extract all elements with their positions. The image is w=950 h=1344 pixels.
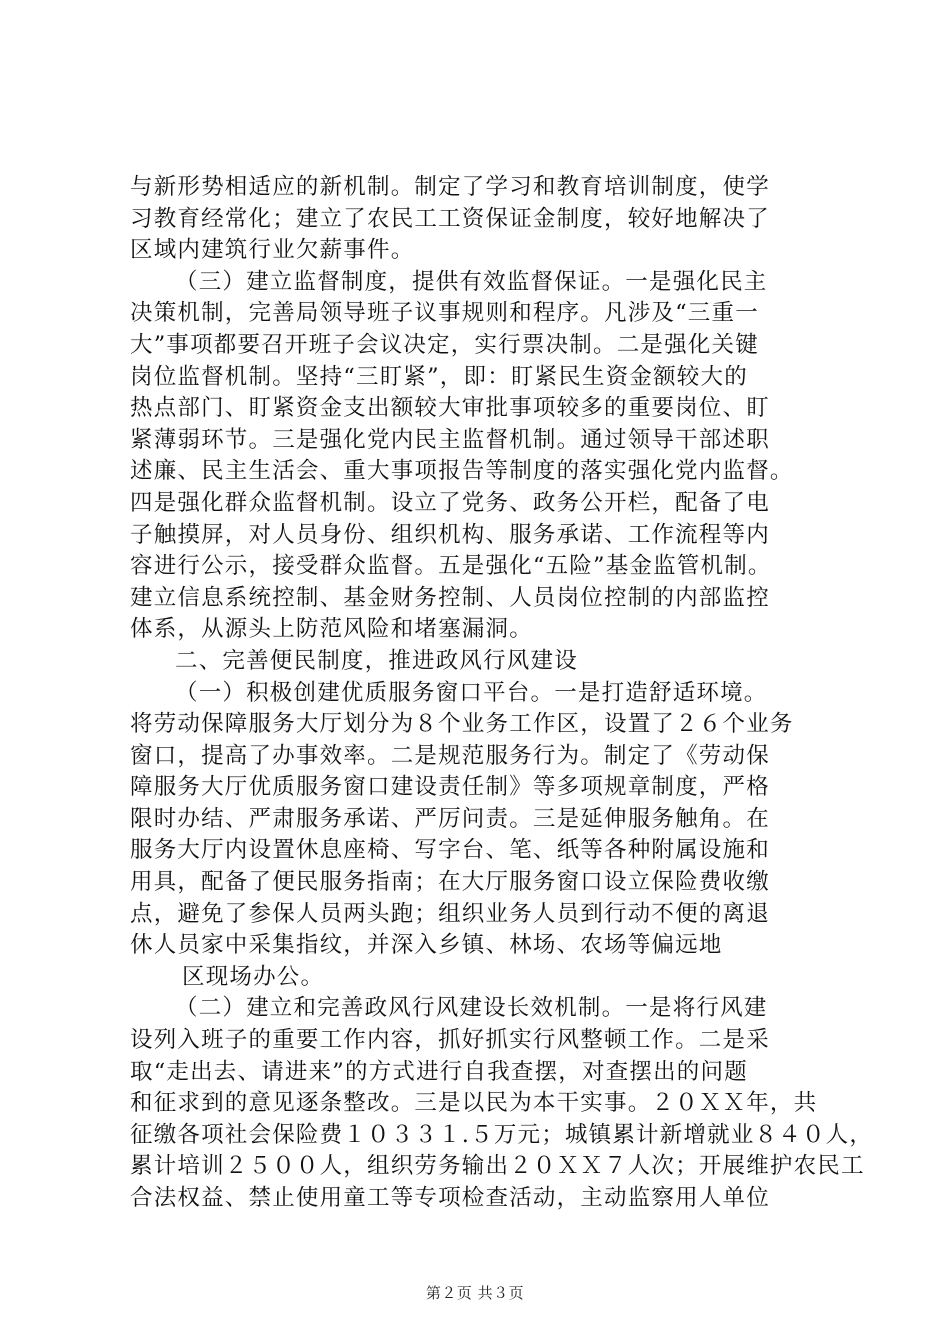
text-line: 限时办结、严肃服务承诺、严厉问责。三是延伸服务触角。在 [130, 805, 770, 832]
section-heading-line: （一）积极创建优质服务窗口平台。一是打造舒适环境。 [175, 679, 768, 706]
text-line: 体系，从源头上防范风险和堵塞漏洞。 [130, 616, 533, 643]
text-line: 和征求到的意见逐条整改。三是以民为本干实事。２０ＸＸ年，共 [130, 1090, 818, 1117]
text-line: 紧薄弱环节。三是强化党内民主监督机制。通过领导干部述职 [130, 426, 770, 453]
text-line: 设列入班子的重要工作内容，抓好抓实行风整顿工作。二是采 [130, 1027, 770, 1054]
text-line: 与新形势相适应的新机制。制定了学习和教育培训制度，使学 [130, 174, 770, 200]
text-line: 建立信息系统控制、基金财务控制、人员岗位控制的内部监控 [130, 584, 770, 611]
text-line: 将劳动保障服务大厅划分为８个业务工作区，设置了２６个业务 [130, 711, 794, 738]
text-line: 述廉、民主生活会、重大事项报告等制度的落实强化党内监督。 [130, 458, 794, 485]
section-heading-line: （三）建立监督制度，提供有效监督保证。一是强化民主 [175, 268, 768, 295]
document-body [130, 172, 874, 1215]
text-line: 子触摸屏，对人员身份、组织机构、服务承诺、工作流程等内 [130, 521, 770, 548]
text-line: 征缴各项社会保险费１０３３１.５万元；城镇累计新增就业８４０人， [130, 1121, 874, 1148]
text-line: 取“走出去、请进来”的方式进行自我查摆，对查摆出的问题 [130, 1058, 748, 1085]
text-line: 服务大厅内设置休息座椅、写字台、笔、纸等各种附属设施和 [130, 837, 770, 864]
text-line: 合法权益、禁止使用童工等专项检查活动，主动监察用人单位 [130, 1185, 770, 1211]
text-line: 用具，配备了便民服务指南；在大厅服务窗口设立保险费收缴 [130, 869, 770, 896]
text-line: 窗口，提高了办事效率。二是规范服务行为。制定了《劳动保 [130, 742, 770, 769]
text-line: 区域内建筑行业欠薪事件。 [130, 237, 415, 264]
section-heading-line: （二）建立和完善政风行风建设长效机制。一是将行风建 [175, 995, 768, 1022]
text-line: 四是强化群众监督机制。设立了党务、政务公开栏，配备了电 [130, 489, 770, 516]
text-line: 累计培训２５００人，组织劳务输出２０ＸＸ７人次；开展维护农民工 [130, 1153, 865, 1180]
text-line: 容进行公示，接受群众监督。五是强化“五险”基金监管机制。 [130, 553, 772, 580]
section-title: 二、完善便民制度，推进政风行风建设 [175, 647, 578, 674]
text-line: 热点部门、盯紧资金支出额较大审批事项较多的重要岗位、盯 [130, 395, 770, 422]
text-line: 习教育经常化；建立了农民工工资保证金制度，较好地解决了 [130, 205, 770, 232]
text-line: 区现场办公。 [182, 963, 325, 990]
text-line: 岗位监督机制。坚持“三盯紧”，即：盯紧民生资金额较大的 [130, 363, 748, 390]
text-line: 大”事项都要召开班子会议决定，实行票决制。二是强化关键 [130, 331, 759, 358]
page-number-footer: 第２页 共３页 [425, 1284, 525, 1302]
text-line: 点，避免了参保人员两头跑；组织业务人员到行动不便的离退 [130, 900, 770, 927]
text-line: 休人员家中采集指纹，并深入乡镇、林场、农场等偏远地 [130, 932, 723, 959]
text-line: 障服务大厅优质服务窗口建设责任制》等多项规章制度，严格 [130, 774, 770, 801]
text-line: 决策机制，完善局领导班子议事规则和程序。凡涉及“三重一 [130, 300, 759, 327]
